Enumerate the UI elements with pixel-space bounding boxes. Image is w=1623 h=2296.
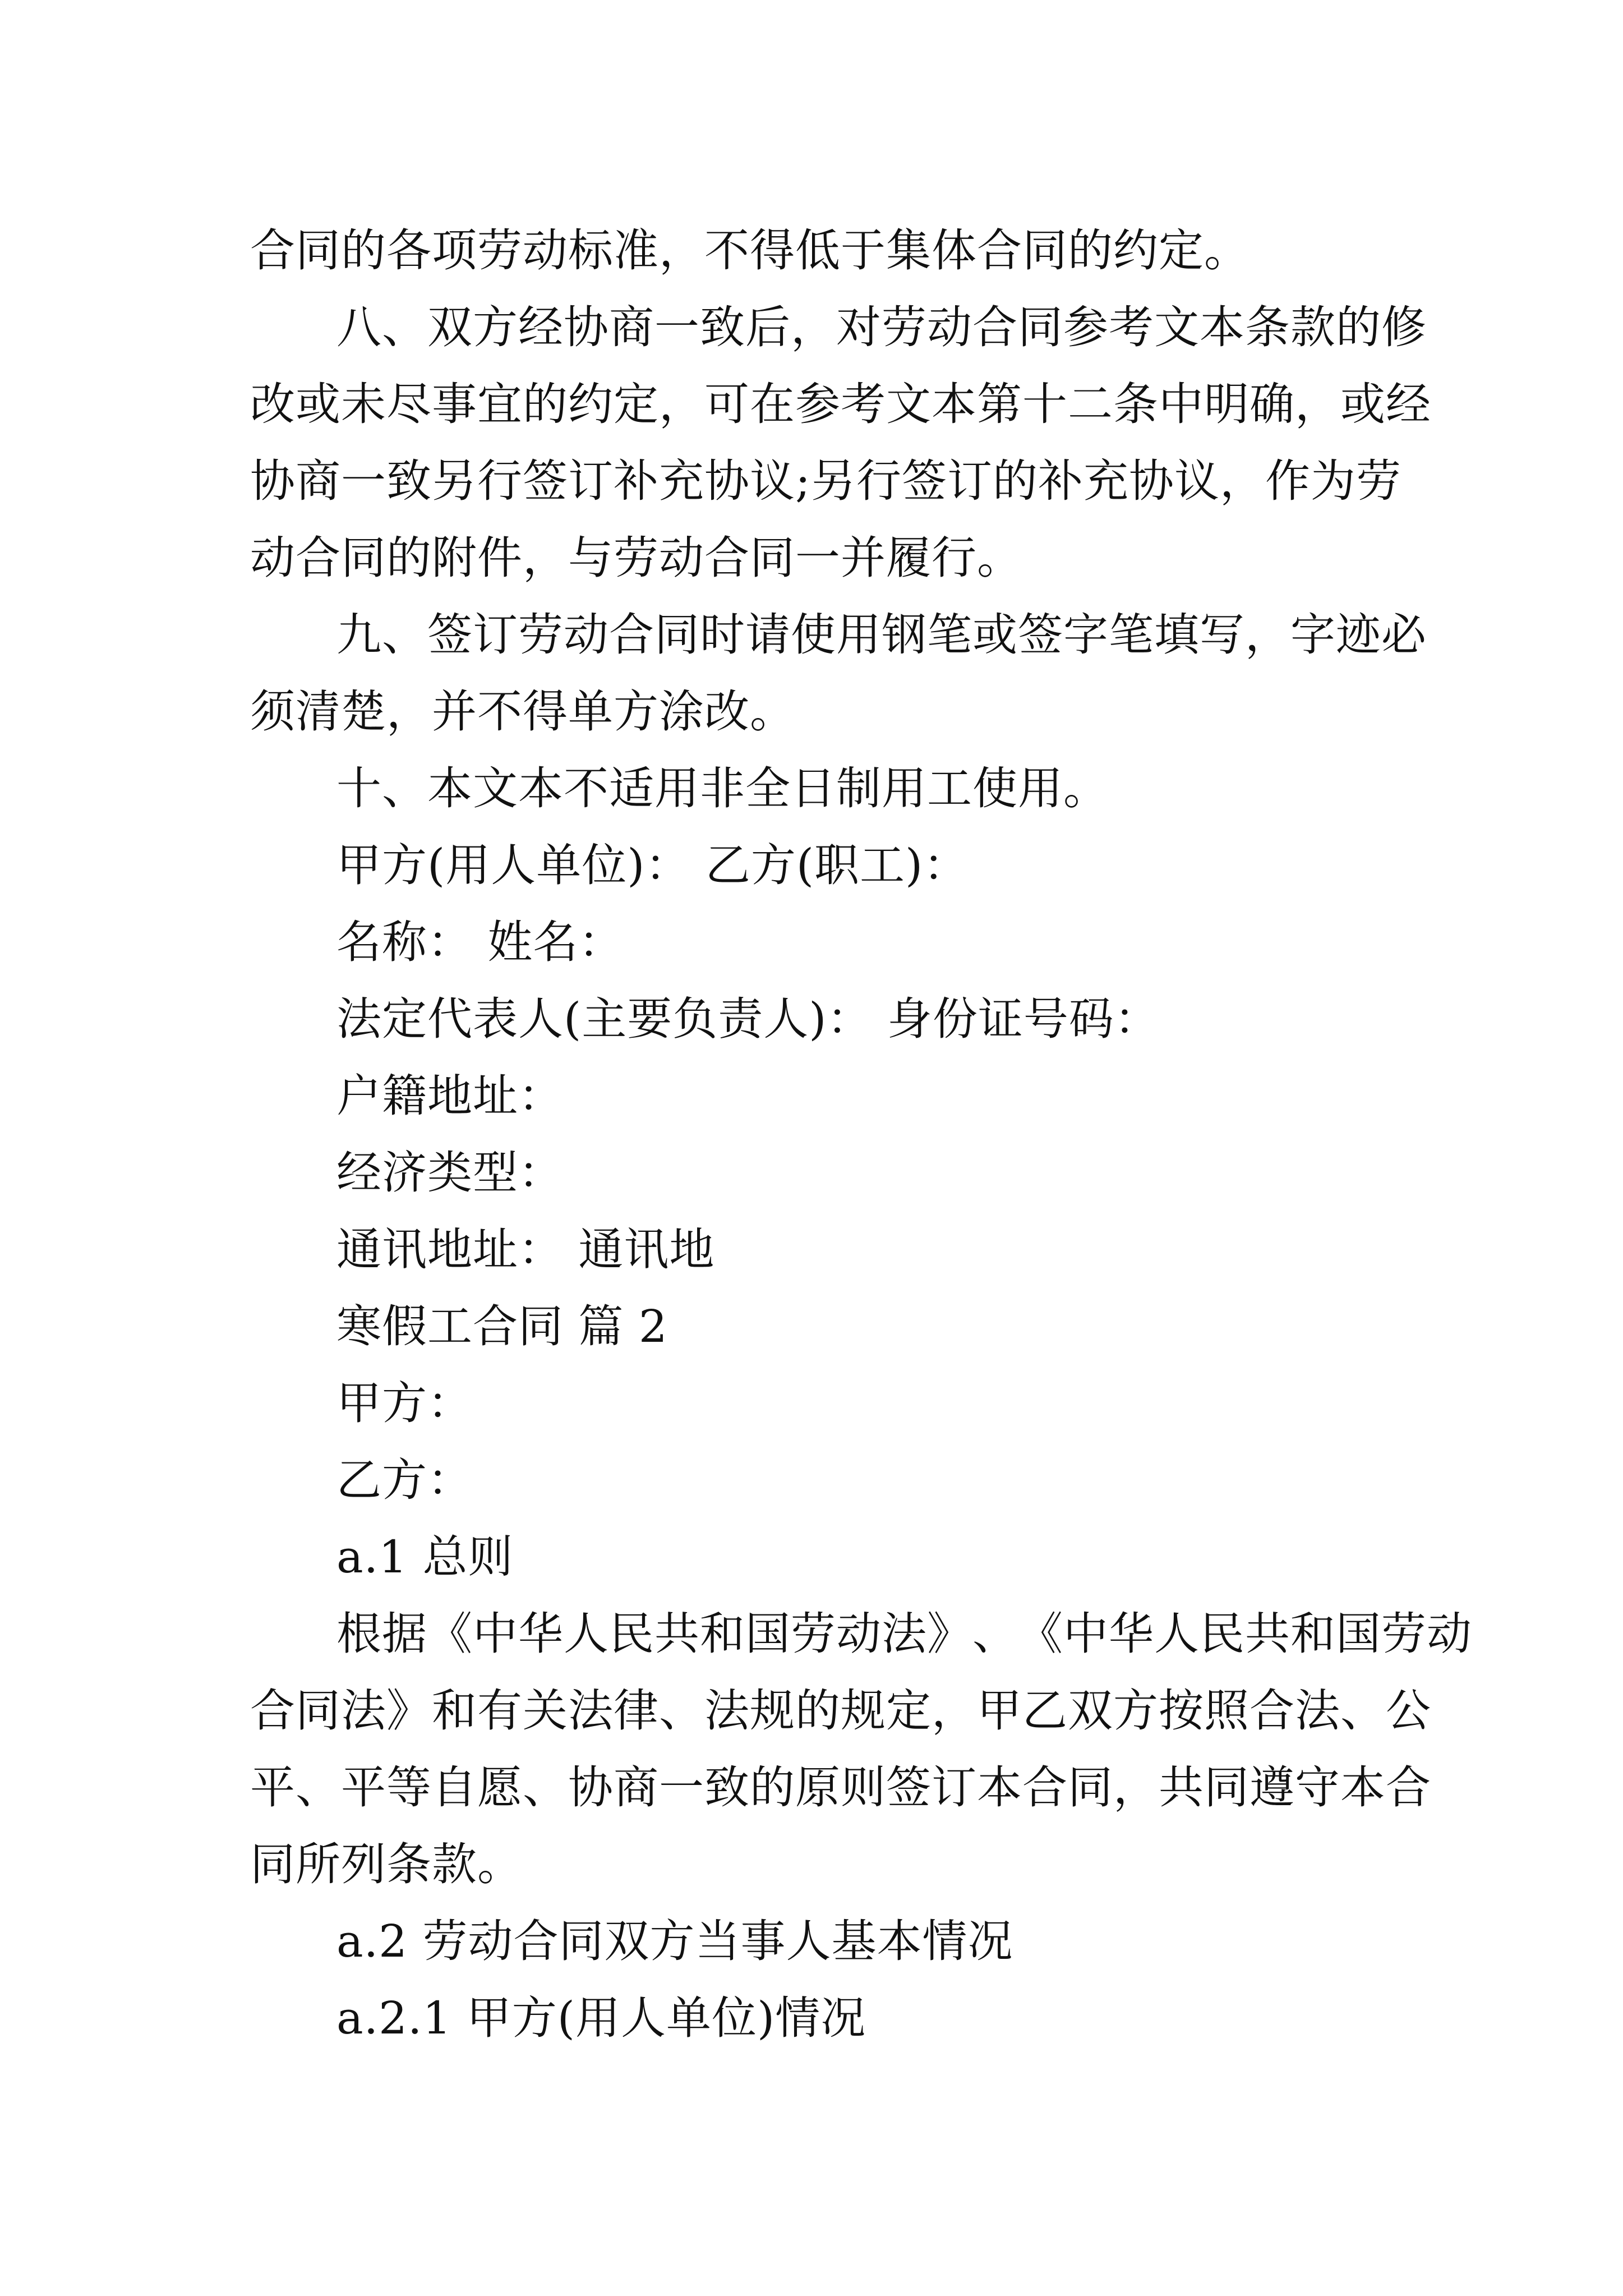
document-line: a.2.1 甲方(用人单位)情况	[336, 1992, 866, 2044]
document-line: 改 或 未 尽 事 宜 的 约 定 ， 可 在 参 考 文 本 第 十 二 条 中 明 确 ， 或 经	[250, 378, 1431, 430]
document-line: 平 、 平 等 自 愿 、 协 商 一 致 的 原 则 签 订 本 合 同 ， 共 同 遵 守 本 合	[250, 1761, 1431, 1814]
document-line: 合 同 法 》 和 有 关 法 律 、 法 规 的 规 定 ， 甲 乙 双 方 按 照 合 法 、 公	[250, 1685, 1431, 1737]
document-body	[250, 212, 1472, 2056]
document-line: 法定代表人(主要负责人)： 身份证号码：	[336, 993, 1160, 1045]
document-line: 寒假工合同 篇 2	[336, 1300, 668, 1352]
document-line: a.2 劳动合同双方当事人基本情况	[336, 1915, 1013, 1967]
document-line: 乙方：	[336, 1454, 473, 1506]
document-line: 经济类型：	[336, 1147, 564, 1199]
document-line: 十、本文本不适用非全日制用工使用。	[336, 762, 1109, 815]
document-line: a.1 总则	[336, 1531, 514, 1583]
document-line: 甲方(用人单位)： 乙方(职工)：	[336, 839, 969, 891]
document-line: 须清楚，并不得单方涂改。	[250, 685, 795, 738]
document-line: 名称： 姓名：	[336, 916, 624, 968]
document-line: 甲方：	[336, 1377, 473, 1429]
document-line: 根 据 《 中 华 人 民 共 和 国 劳 动 法 》 、 《 中 华 人 民 共 和 国 劳 动	[336, 1608, 1472, 1660]
document-line: 合同的各项劳动标准，不得低于集体合同的约定。	[250, 224, 1249, 277]
document-line: 协 商 一 致 另 行 签 订 补 充 协 议 ; 另 行 签 订 的 补 充 协 议 ， 作 为 劳	[250, 455, 1401, 507]
document-line: 通讯地址： 通讯地	[336, 1223, 715, 1276]
document-line: 九 、 签 订 劳 动 合 同 时 请 使 用 钢 笔 或 签 字 笔 填 写 ， 字 迹 必	[336, 609, 1427, 661]
document-line: 户籍地址：	[336, 1070, 564, 1122]
document-line: 动合同的附件，与劳动合同一并履行。	[250, 532, 1022, 584]
document-line: 同所列条款。	[250, 1838, 523, 1890]
document-line: 八 、 双 方 经 协 商 一 致 后 ， 对 劳 动 合 同 参 考 文 本 条 款 的 修	[336, 301, 1427, 353]
